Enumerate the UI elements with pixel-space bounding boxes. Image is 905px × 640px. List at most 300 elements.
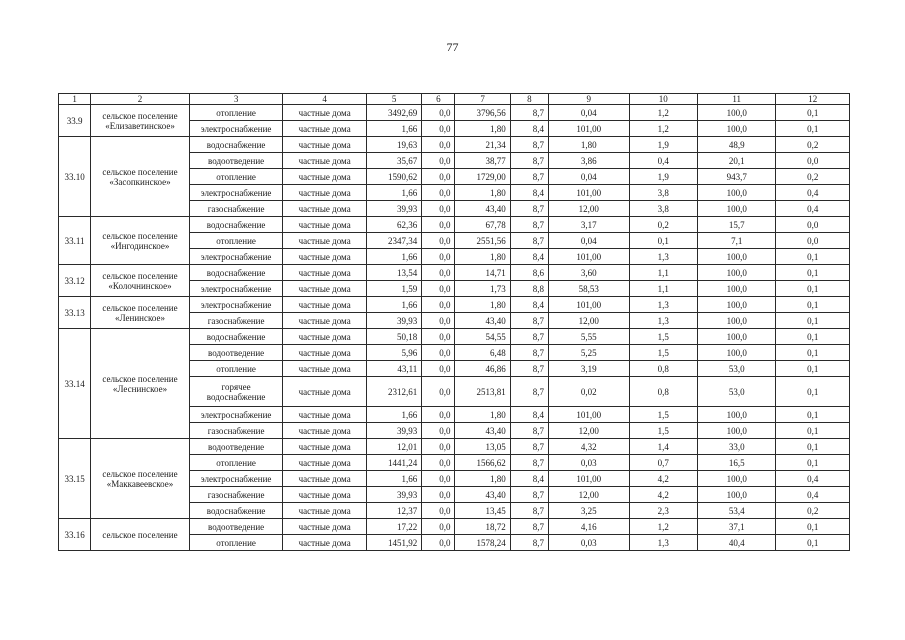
value-col9-cell: 101,00: [549, 471, 630, 487]
value-col5-cell: 17,22: [366, 519, 421, 535]
consumer-type-cell: частные дома: [283, 249, 367, 265]
value-col6-cell: 0,0: [422, 169, 455, 185]
value-col7-cell: 1,80: [455, 297, 510, 313]
column-number: 12: [776, 94, 850, 105]
value-col10-cell: 1,5: [629, 329, 697, 345]
settlement-name-cell: сельское поселение «Засопкинское»: [91, 137, 190, 217]
value-col7-cell: 43,40: [455, 313, 510, 329]
resource-type-cell: электроснабжение: [189, 121, 283, 137]
value-col12-cell: 0,4: [776, 201, 850, 217]
value-col9-cell: 0,03: [549, 535, 630, 551]
resource-type-cell: водоотведение: [189, 153, 283, 169]
value-col6-cell: 0,0: [422, 297, 455, 313]
settlement-name-cell: сельское поселение «Колочнинское»: [91, 265, 190, 297]
resource-type-cell: электроснабжение: [189, 471, 283, 487]
settlement-name-cell: сельское поселение «Маккавеевское»: [91, 439, 190, 519]
value-col8-cell: 8,7: [510, 201, 548, 217]
value-col11-cell: 33,0: [697, 439, 775, 455]
consumer-type-cell: частные дома: [283, 169, 367, 185]
value-col6-cell: 0,0: [422, 233, 455, 249]
value-col9-cell: 101,00: [549, 121, 630, 137]
value-col11-cell: 37,1: [697, 519, 775, 535]
consumer-type-cell: частные дома: [283, 281, 367, 297]
value-col7-cell: 1729,00: [455, 169, 510, 185]
consumer-type-cell: частные дома: [283, 535, 367, 551]
value-col11-cell: 100,0: [697, 281, 775, 297]
value-col8-cell: 8,4: [510, 249, 548, 265]
value-col8-cell: 8,7: [510, 329, 548, 345]
value-col9-cell: 0,04: [549, 169, 630, 185]
resource-type-cell: водоотведение: [189, 519, 283, 535]
table-row: [59, 297, 850, 313]
value-col7-cell: 6,48: [455, 345, 510, 361]
settlement-name-cell: сельское поселение «Леснинское»: [91, 329, 190, 439]
value-col7-cell: 13,05: [455, 439, 510, 455]
value-col11-cell: 40,4: [697, 535, 775, 551]
value-col5-cell: 1,59: [366, 281, 421, 297]
value-col5-cell: 1,66: [366, 121, 421, 137]
consumer-type-cell: частные дома: [283, 297, 367, 313]
consumer-type-cell: частные дома: [283, 217, 367, 233]
resource-type-cell: водоснабжение: [189, 503, 283, 519]
value-col5-cell: 39,93: [366, 313, 421, 329]
resource-type-cell: отопление: [189, 455, 283, 471]
row-number-cell: 33.9: [59, 105, 91, 137]
value-col6-cell: 0,0: [422, 313, 455, 329]
column-number: 7: [455, 94, 510, 105]
value-col5-cell: 1,66: [366, 407, 421, 423]
settlement-name-cell: сельское поселение: [91, 519, 190, 551]
resource-type-cell: электроснабжение: [189, 281, 283, 297]
value-col11-cell: 15,7: [697, 217, 775, 233]
value-col5-cell: 1,66: [366, 471, 421, 487]
value-col5-cell: 5,96: [366, 345, 421, 361]
value-col7-cell: 43,40: [455, 201, 510, 217]
value-col7-cell: 1,80: [455, 471, 510, 487]
row-number-cell: 33.16: [59, 519, 91, 551]
consumer-type-cell: частные дома: [283, 329, 367, 345]
value-col7-cell: 67,78: [455, 217, 510, 233]
table-row: [59, 329, 850, 345]
value-col5-cell: 1451,92: [366, 535, 421, 551]
column-number: 3: [189, 94, 283, 105]
value-col10-cell: 1,2: [629, 519, 697, 535]
resource-type-cell: электроснабжение: [189, 407, 283, 423]
value-col7-cell: 1578,24: [455, 535, 510, 551]
column-number-row: [59, 94, 850, 105]
value-col10-cell: 1,1: [629, 265, 697, 281]
value-col10-cell: 0,7: [629, 455, 697, 471]
resource-type-cell: газоснабжение: [189, 423, 283, 439]
table-row: [59, 265, 850, 281]
value-col12-cell: 0,1: [776, 121, 850, 137]
value-col12-cell: 0,2: [776, 137, 850, 153]
value-col11-cell: 100,0: [697, 329, 775, 345]
value-col12-cell: 0,1: [776, 345, 850, 361]
value-col11-cell: 48,9: [697, 137, 775, 153]
value-col7-cell: 1566,62: [455, 455, 510, 471]
consumer-type-cell: частные дома: [283, 519, 367, 535]
value-col9-cell: 101,00: [549, 297, 630, 313]
value-col6-cell: 0,0: [422, 407, 455, 423]
resource-type-cell: электроснабжение: [189, 297, 283, 313]
value-col6-cell: 0,0: [422, 487, 455, 503]
row-number-cell: 33.15: [59, 439, 91, 519]
value-col7-cell: 2551,56: [455, 233, 510, 249]
column-number: 2: [91, 94, 190, 105]
value-col9-cell: 3,19: [549, 361, 630, 377]
value-col12-cell: 0,1: [776, 407, 850, 423]
value-col10-cell: 1,1: [629, 281, 697, 297]
resource-type-cell: отопление: [189, 105, 283, 121]
value-col9-cell: 3,60: [549, 265, 630, 281]
value-col11-cell: 100,0: [697, 487, 775, 503]
value-col6-cell: 0,0: [422, 105, 455, 121]
value-col5-cell: 1,66: [366, 297, 421, 313]
value-col10-cell: 1,3: [629, 535, 697, 551]
table-row: [59, 137, 850, 153]
value-col11-cell: 100,0: [697, 105, 775, 121]
row-number-cell: 33.10: [59, 137, 91, 217]
value-col5-cell: 50,18: [366, 329, 421, 345]
value-col12-cell: 0,4: [776, 487, 850, 503]
value-col7-cell: 18,72: [455, 519, 510, 535]
value-col11-cell: 943,7: [697, 169, 775, 185]
value-col10-cell: 3,8: [629, 185, 697, 201]
value-col12-cell: 0,1: [776, 519, 850, 535]
resource-type-cell: водоснабжение: [189, 265, 283, 281]
value-col12-cell: 0,2: [776, 169, 850, 185]
value-col10-cell: 0,4: [629, 153, 697, 169]
settlement-name-cell: сельское поселение «Ингодинское»: [91, 217, 190, 265]
column-number: 11: [697, 94, 775, 105]
value-col11-cell: 100,0: [697, 121, 775, 137]
value-col5-cell: 39,93: [366, 487, 421, 503]
value-col12-cell: 0,1: [776, 329, 850, 345]
column-number: 8: [510, 94, 548, 105]
value-col10-cell: 0,1: [629, 233, 697, 249]
value-col9-cell: 101,00: [549, 185, 630, 201]
column-number: 6: [422, 94, 455, 105]
value-col7-cell: 38,77: [455, 153, 510, 169]
value-col6-cell: 0,0: [422, 265, 455, 281]
consumer-type-cell: частные дома: [283, 201, 367, 217]
value-col12-cell: 0,1: [776, 423, 850, 439]
value-col11-cell: 100,0: [697, 407, 775, 423]
value-col11-cell: 53,4: [697, 503, 775, 519]
value-col10-cell: 1,9: [629, 169, 697, 185]
consumer-type-cell: частные дома: [283, 503, 367, 519]
consumer-type-cell: частные дома: [283, 121, 367, 137]
value-col8-cell: 8,7: [510, 361, 548, 377]
value-col11-cell: 100,0: [697, 249, 775, 265]
row-number-cell: 33.13: [59, 297, 91, 329]
value-col5-cell: 19,63: [366, 137, 421, 153]
value-col9-cell: 12,00: [549, 423, 630, 439]
value-col12-cell: 0,1: [776, 455, 850, 471]
value-col9-cell: 0,02: [549, 377, 630, 407]
value-col9-cell: 101,00: [549, 407, 630, 423]
value-col12-cell: 0,1: [776, 361, 850, 377]
value-col8-cell: 8,7: [510, 153, 548, 169]
value-col9-cell: 4,16: [549, 519, 630, 535]
consumer-type-cell: частные дома: [283, 313, 367, 329]
value-col9-cell: 0,04: [549, 233, 630, 249]
value-col9-cell: 0,04: [549, 105, 630, 121]
value-col9-cell: 1,80: [549, 137, 630, 153]
value-col8-cell: 8,7: [510, 233, 548, 249]
value-col9-cell: 12,00: [549, 201, 630, 217]
value-col6-cell: 0,0: [422, 329, 455, 345]
consumer-type-cell: частные дома: [283, 423, 367, 439]
value-col9-cell: 3,17: [549, 217, 630, 233]
value-col6-cell: 0,0: [422, 377, 455, 407]
value-col6-cell: 0,0: [422, 345, 455, 361]
tariff-table: [58, 93, 850, 551]
value-col11-cell: 100,0: [697, 185, 775, 201]
value-col8-cell: 8,7: [510, 423, 548, 439]
value-col6-cell: 0,0: [422, 249, 455, 265]
value-col7-cell: 2513,81: [455, 377, 510, 407]
value-col5-cell: 2312,61: [366, 377, 421, 407]
value-col12-cell: 0,1: [776, 377, 850, 407]
value-col10-cell: 1,5: [629, 345, 697, 361]
value-col5-cell: 35,67: [366, 153, 421, 169]
value-col7-cell: 21,34: [455, 137, 510, 153]
consumer-type-cell: частные дома: [283, 439, 367, 455]
resource-type-cell: водоотведение: [189, 345, 283, 361]
resource-type-cell: водоснабжение: [189, 329, 283, 345]
value-col6-cell: 0,0: [422, 423, 455, 439]
value-col12-cell: 0,1: [776, 313, 850, 329]
column-number: 1: [59, 94, 91, 105]
value-col10-cell: 2,3: [629, 503, 697, 519]
consumer-type-cell: частные дома: [283, 407, 367, 423]
value-col12-cell: 0,2: [776, 503, 850, 519]
value-col8-cell: 8,7: [510, 487, 548, 503]
value-col6-cell: 0,0: [422, 471, 455, 487]
consumer-type-cell: частные дома: [283, 233, 367, 249]
value-col8-cell: 8,7: [510, 519, 548, 535]
value-col6-cell: 0,0: [422, 503, 455, 519]
value-col10-cell: 3,8: [629, 201, 697, 217]
consumer-type-cell: частные дома: [283, 153, 367, 169]
value-col7-cell: 1,80: [455, 121, 510, 137]
value-col7-cell: 1,80: [455, 407, 510, 423]
consumer-type-cell: частные дома: [283, 345, 367, 361]
settlement-name-cell: сельское поселение «Елизаветинское»: [91, 105, 190, 137]
value-col5-cell: 3492,69: [366, 105, 421, 121]
value-col9-cell: 12,00: [549, 313, 630, 329]
value-col11-cell: 100,0: [697, 201, 775, 217]
value-col11-cell: 7,1: [697, 233, 775, 249]
value-col8-cell: 8,6: [510, 265, 548, 281]
value-col5-cell: 39,93: [366, 423, 421, 439]
value-col10-cell: 1,3: [629, 297, 697, 313]
page-number: 77: [446, 40, 459, 54]
value-col5-cell: 12,37: [366, 503, 421, 519]
value-col12-cell: 0,1: [776, 281, 850, 297]
value-col8-cell: 8,7: [510, 217, 548, 233]
resource-type-cell: водоснабжение: [189, 217, 283, 233]
value-col6-cell: 0,0: [422, 121, 455, 137]
value-col10-cell: 1,2: [629, 105, 697, 121]
value-col8-cell: 8,4: [510, 185, 548, 201]
value-col9-cell: 4,32: [549, 439, 630, 455]
value-col9-cell: 12,00: [549, 487, 630, 503]
value-col10-cell: 0,8: [629, 377, 697, 407]
value-col10-cell: 1,3: [629, 249, 697, 265]
value-col11-cell: 100,0: [697, 297, 775, 313]
resource-type-cell: горячее водоснабжение: [189, 377, 283, 407]
value-col8-cell: 8,7: [510, 503, 548, 519]
value-col7-cell: 1,80: [455, 249, 510, 265]
value-col9-cell: 0,03: [549, 455, 630, 471]
resource-type-cell: отопление: [189, 169, 283, 185]
column-number: 4: [283, 94, 367, 105]
value-col8-cell: 8,7: [510, 313, 548, 329]
value-col9-cell: 58,53: [549, 281, 630, 297]
value-col5-cell: 39,93: [366, 201, 421, 217]
value-col7-cell: 43,40: [455, 487, 510, 503]
value-col12-cell: 0,1: [776, 249, 850, 265]
value-col6-cell: 0,0: [422, 185, 455, 201]
resource-type-cell: отопление: [189, 361, 283, 377]
value-col5-cell: 2347,34: [366, 233, 421, 249]
value-col7-cell: 1,80: [455, 185, 510, 201]
value-col7-cell: 54,55: [455, 329, 510, 345]
value-col10-cell: 0,2: [629, 217, 697, 233]
value-col10-cell: 1,3: [629, 313, 697, 329]
consumer-type-cell: частные дома: [283, 377, 367, 407]
resource-type-cell: водоотведение: [189, 439, 283, 455]
resource-type-cell: газоснабжение: [189, 313, 283, 329]
value-col8-cell: 8,4: [510, 407, 548, 423]
value-col8-cell: 8,4: [510, 297, 548, 313]
value-col6-cell: 0,0: [422, 201, 455, 217]
value-col12-cell: 0,0: [776, 217, 850, 233]
value-col12-cell: 0,1: [776, 297, 850, 313]
value-col10-cell: 0,8: [629, 361, 697, 377]
row-number-cell: 33.11: [59, 217, 91, 265]
value-col9-cell: 101,00: [549, 249, 630, 265]
value-col11-cell: 100,0: [697, 471, 775, 487]
column-number: 5: [366, 94, 421, 105]
value-col8-cell: 8,8: [510, 281, 548, 297]
value-col10-cell: 4,2: [629, 471, 697, 487]
value-col8-cell: 8,7: [510, 169, 548, 185]
value-col9-cell: 3,86: [549, 153, 630, 169]
consumer-type-cell: частные дома: [283, 265, 367, 281]
value-col11-cell: 53,0: [697, 361, 775, 377]
resource-type-cell: электроснабжение: [189, 249, 283, 265]
value-col7-cell: 3796,56: [455, 105, 510, 121]
value-col6-cell: 0,0: [422, 281, 455, 297]
resource-type-cell: электроснабжение: [189, 185, 283, 201]
value-col10-cell: 1,5: [629, 407, 697, 423]
resource-type-cell: газоснабжение: [189, 487, 283, 503]
value-col6-cell: 0,0: [422, 439, 455, 455]
value-col9-cell: 3,25: [549, 503, 630, 519]
value-col8-cell: 8,7: [510, 137, 548, 153]
consumer-type-cell: частные дома: [283, 105, 367, 121]
value-col10-cell: 1,2: [629, 121, 697, 137]
value-col8-cell: 8,4: [510, 471, 548, 487]
value-col10-cell: 4,2: [629, 487, 697, 503]
value-col10-cell: 1,5: [629, 423, 697, 439]
value-col11-cell: 16,5: [697, 455, 775, 471]
resource-type-cell: отопление: [189, 233, 283, 249]
value-col5-cell: 1,66: [366, 185, 421, 201]
value-col6-cell: 0,0: [422, 361, 455, 377]
value-col6-cell: 0,0: [422, 153, 455, 169]
column-number: 10: [629, 94, 697, 105]
value-col12-cell: 0,0: [776, 233, 850, 249]
value-col7-cell: 14,71: [455, 265, 510, 281]
value-col11-cell: 20,1: [697, 153, 775, 169]
value-col11-cell: 100,0: [697, 313, 775, 329]
value-col7-cell: 46,86: [455, 361, 510, 377]
value-col8-cell: 8,7: [510, 535, 548, 551]
settlement-name-cell: сельское поселение «Ленинское»: [91, 297, 190, 329]
value-col12-cell: 0,4: [776, 185, 850, 201]
value-col12-cell: 0,0: [776, 153, 850, 169]
value-col7-cell: 13,45: [455, 503, 510, 519]
value-col8-cell: 8,7: [510, 377, 548, 407]
value-col6-cell: 0,0: [422, 137, 455, 153]
value-col8-cell: 8,7: [510, 439, 548, 455]
value-col7-cell: 43,40: [455, 423, 510, 439]
table-row: [59, 217, 850, 233]
table-row: [59, 439, 850, 455]
value-col5-cell: 62,36: [366, 217, 421, 233]
value-col5-cell: 43,11: [366, 361, 421, 377]
table-row: [59, 519, 850, 535]
value-col12-cell: 0,1: [776, 265, 850, 281]
row-number-cell: 33.14: [59, 329, 91, 439]
resource-type-cell: газоснабжение: [189, 201, 283, 217]
value-col11-cell: 100,0: [697, 423, 775, 439]
consumer-type-cell: частные дома: [283, 487, 367, 503]
consumer-type-cell: частные дома: [283, 471, 367, 487]
value-col6-cell: 0,0: [422, 455, 455, 471]
value-col12-cell: 0,1: [776, 105, 850, 121]
consumer-type-cell: частные дома: [283, 137, 367, 153]
value-col8-cell: 8,4: [510, 121, 548, 137]
value-col6-cell: 0,0: [422, 535, 455, 551]
resource-type-cell: водоснабжение: [189, 137, 283, 153]
value-col5-cell: 1,66: [366, 249, 421, 265]
value-col8-cell: 8,7: [510, 105, 548, 121]
consumer-type-cell: частные дома: [283, 455, 367, 471]
value-col11-cell: 53,0: [697, 377, 775, 407]
value-col5-cell: 1441,24: [366, 455, 421, 471]
value-col11-cell: 100,0: [697, 265, 775, 281]
consumer-type-cell: частные дома: [283, 361, 367, 377]
row-number-cell: 33.12: [59, 265, 91, 297]
column-number: 9: [549, 94, 630, 105]
value-col8-cell: 8,7: [510, 345, 548, 361]
value-col9-cell: 5,55: [549, 329, 630, 345]
value-col10-cell: 1,4: [629, 439, 697, 455]
table-row: [59, 105, 850, 121]
consumer-type-cell: частные дома: [283, 185, 367, 201]
value-col7-cell: 1,73: [455, 281, 510, 297]
value-col5-cell: 13,54: [366, 265, 421, 281]
value-col12-cell: 0,4: [776, 471, 850, 487]
value-col12-cell: 0,1: [776, 535, 850, 551]
value-col12-cell: 0,1: [776, 439, 850, 455]
